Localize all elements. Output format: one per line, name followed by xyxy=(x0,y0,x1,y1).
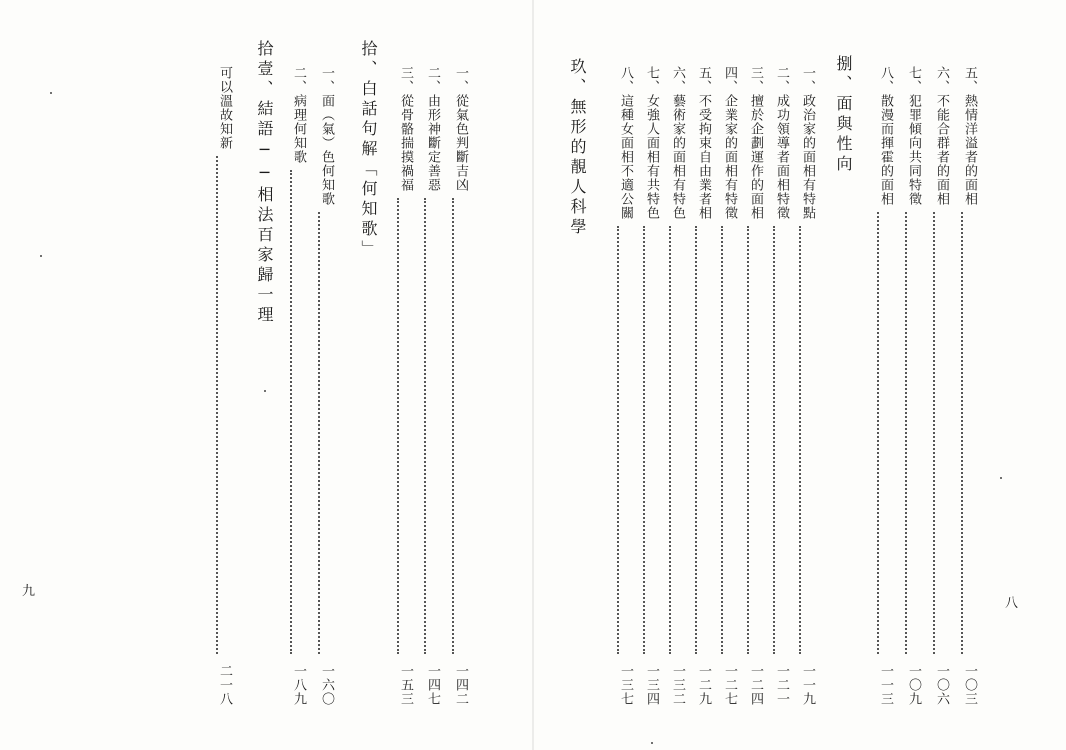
toc-entry-title: 五、熱情洋溢者的面相 xyxy=(962,66,977,206)
toc-entry-title: 八、散漫而揮霍的面相 xyxy=(878,66,893,206)
leader-dots xyxy=(318,212,329,654)
section-heading: 拾壹、結語──相法百家歸一理 xyxy=(255,40,274,326)
toc-entry-title: 二、由形神斷定善惡 xyxy=(425,66,440,192)
leader-dots xyxy=(747,226,758,654)
toc-entry-page: 一二一 xyxy=(774,664,789,706)
leader-dots xyxy=(397,198,408,654)
right-page xyxy=(533,0,1066,750)
toc-entry[interactable] xyxy=(290,66,308,706)
page-number: 八 xyxy=(1005,596,1019,611)
page-number: 九 xyxy=(22,584,36,599)
toc-entry[interactable] xyxy=(318,66,336,706)
toc-entry-title: 五、不受拘束自由業者相 xyxy=(696,66,711,220)
toc-entry-title: 六、不能合群者的面相 xyxy=(934,66,949,206)
leader-dots xyxy=(695,226,706,654)
toc-entry-title: 一、從氣色判斷吉凶 xyxy=(453,66,468,192)
toc-entry[interactable] xyxy=(695,66,713,706)
toc-entry-page: 一四七 xyxy=(425,664,440,706)
toc-entry[interactable] xyxy=(452,66,470,706)
leader-dots xyxy=(877,212,888,654)
toc-entry-page: 一四二 xyxy=(453,664,468,706)
toc-entry[interactable] xyxy=(216,66,234,706)
leader-dots xyxy=(216,156,227,654)
toc-entry-title: 七、犯罪傾向共同特徵 xyxy=(906,66,921,206)
toc-entry-title: 二、病理何知歌 xyxy=(291,66,306,164)
toc-entry[interactable] xyxy=(721,66,739,706)
toc-entry-page: 一五三 xyxy=(398,664,413,706)
section-heading: 拾、白話句解「何知歌」 xyxy=(359,40,378,260)
scan-speck xyxy=(40,255,42,257)
leader-dots xyxy=(290,170,301,654)
leader-dots xyxy=(669,226,680,654)
toc-entry[interactable] xyxy=(669,66,687,706)
toc-entry-title: 七、女強人面相有共特色 xyxy=(644,66,659,220)
toc-entry-page: 一三四 xyxy=(644,664,659,706)
leader-dots xyxy=(452,198,463,654)
toc-entry[interactable] xyxy=(747,66,765,706)
leader-dots xyxy=(773,226,784,654)
toc-entry-page: 一〇三 xyxy=(962,664,977,706)
toc-entry-page: 一二七 xyxy=(722,664,737,706)
toc-entry-page: 一一三 xyxy=(878,664,893,706)
toc-entry-page: 一八九 xyxy=(291,664,306,706)
section-heading: 玖、無形的靚人科學 xyxy=(568,58,587,238)
leader-dots xyxy=(643,226,654,654)
scan-speck xyxy=(264,390,266,392)
toc-entry[interactable] xyxy=(773,66,791,706)
toc-entry[interactable] xyxy=(397,66,415,706)
scan-speck xyxy=(651,742,653,744)
leader-dots xyxy=(424,198,435,654)
toc-entry-title: 三、擅於企劃運作的面相 xyxy=(748,66,763,220)
leader-dots xyxy=(933,212,944,654)
toc-entry-page: 一一九 xyxy=(800,664,815,706)
leader-dots xyxy=(799,226,810,654)
toc-entry-page: 一二九 xyxy=(696,664,711,706)
section-heading: 捌、面與性向 xyxy=(834,55,853,175)
toc-entry-page: 一〇六 xyxy=(934,664,949,706)
toc-entry-title: 六、藝術家的面相有特色 xyxy=(670,66,685,220)
toc-entry[interactable] xyxy=(799,66,817,706)
toc-entry-title: 一、政治家的面相有特點 xyxy=(800,66,815,220)
toc-entry[interactable] xyxy=(643,66,661,706)
leader-dots xyxy=(961,212,972,654)
toc-entry-title: 可以溫故知新 xyxy=(217,66,232,150)
toc-entry-title: 八、這種女面相不適公關 xyxy=(618,66,633,220)
scan-speck xyxy=(1000,477,1002,479)
toc-entry-page: 一三二 xyxy=(670,664,685,706)
toc-entry[interactable] xyxy=(424,66,442,706)
toc-entry[interactable] xyxy=(933,66,951,706)
toc-entry-page: 一二四 xyxy=(748,664,763,706)
toc-entry[interactable] xyxy=(905,66,923,706)
toc-entry-title: 一、面（氣）色何知歌 xyxy=(319,66,334,206)
toc-entry-page: 一〇九 xyxy=(906,664,921,706)
toc-entry[interactable] xyxy=(617,66,635,706)
toc-entry-page: 二一八 xyxy=(217,664,232,706)
scan-speck xyxy=(50,92,52,94)
toc-entry-page: 一六〇 xyxy=(319,664,334,706)
leader-dots xyxy=(905,212,916,654)
leader-dots xyxy=(617,226,628,654)
toc-entry-page: 一三七 xyxy=(618,664,633,706)
toc-entry-title: 二、成功領導者面相特徵 xyxy=(774,66,789,220)
toc-entry[interactable] xyxy=(961,66,979,706)
toc-entry-title: 四、企業家的面相有特徵 xyxy=(722,66,737,220)
toc-entry-title: 三、從骨骼揣摸禍福 xyxy=(398,66,413,192)
toc-entry[interactable] xyxy=(877,66,895,706)
leader-dots xyxy=(721,226,732,654)
